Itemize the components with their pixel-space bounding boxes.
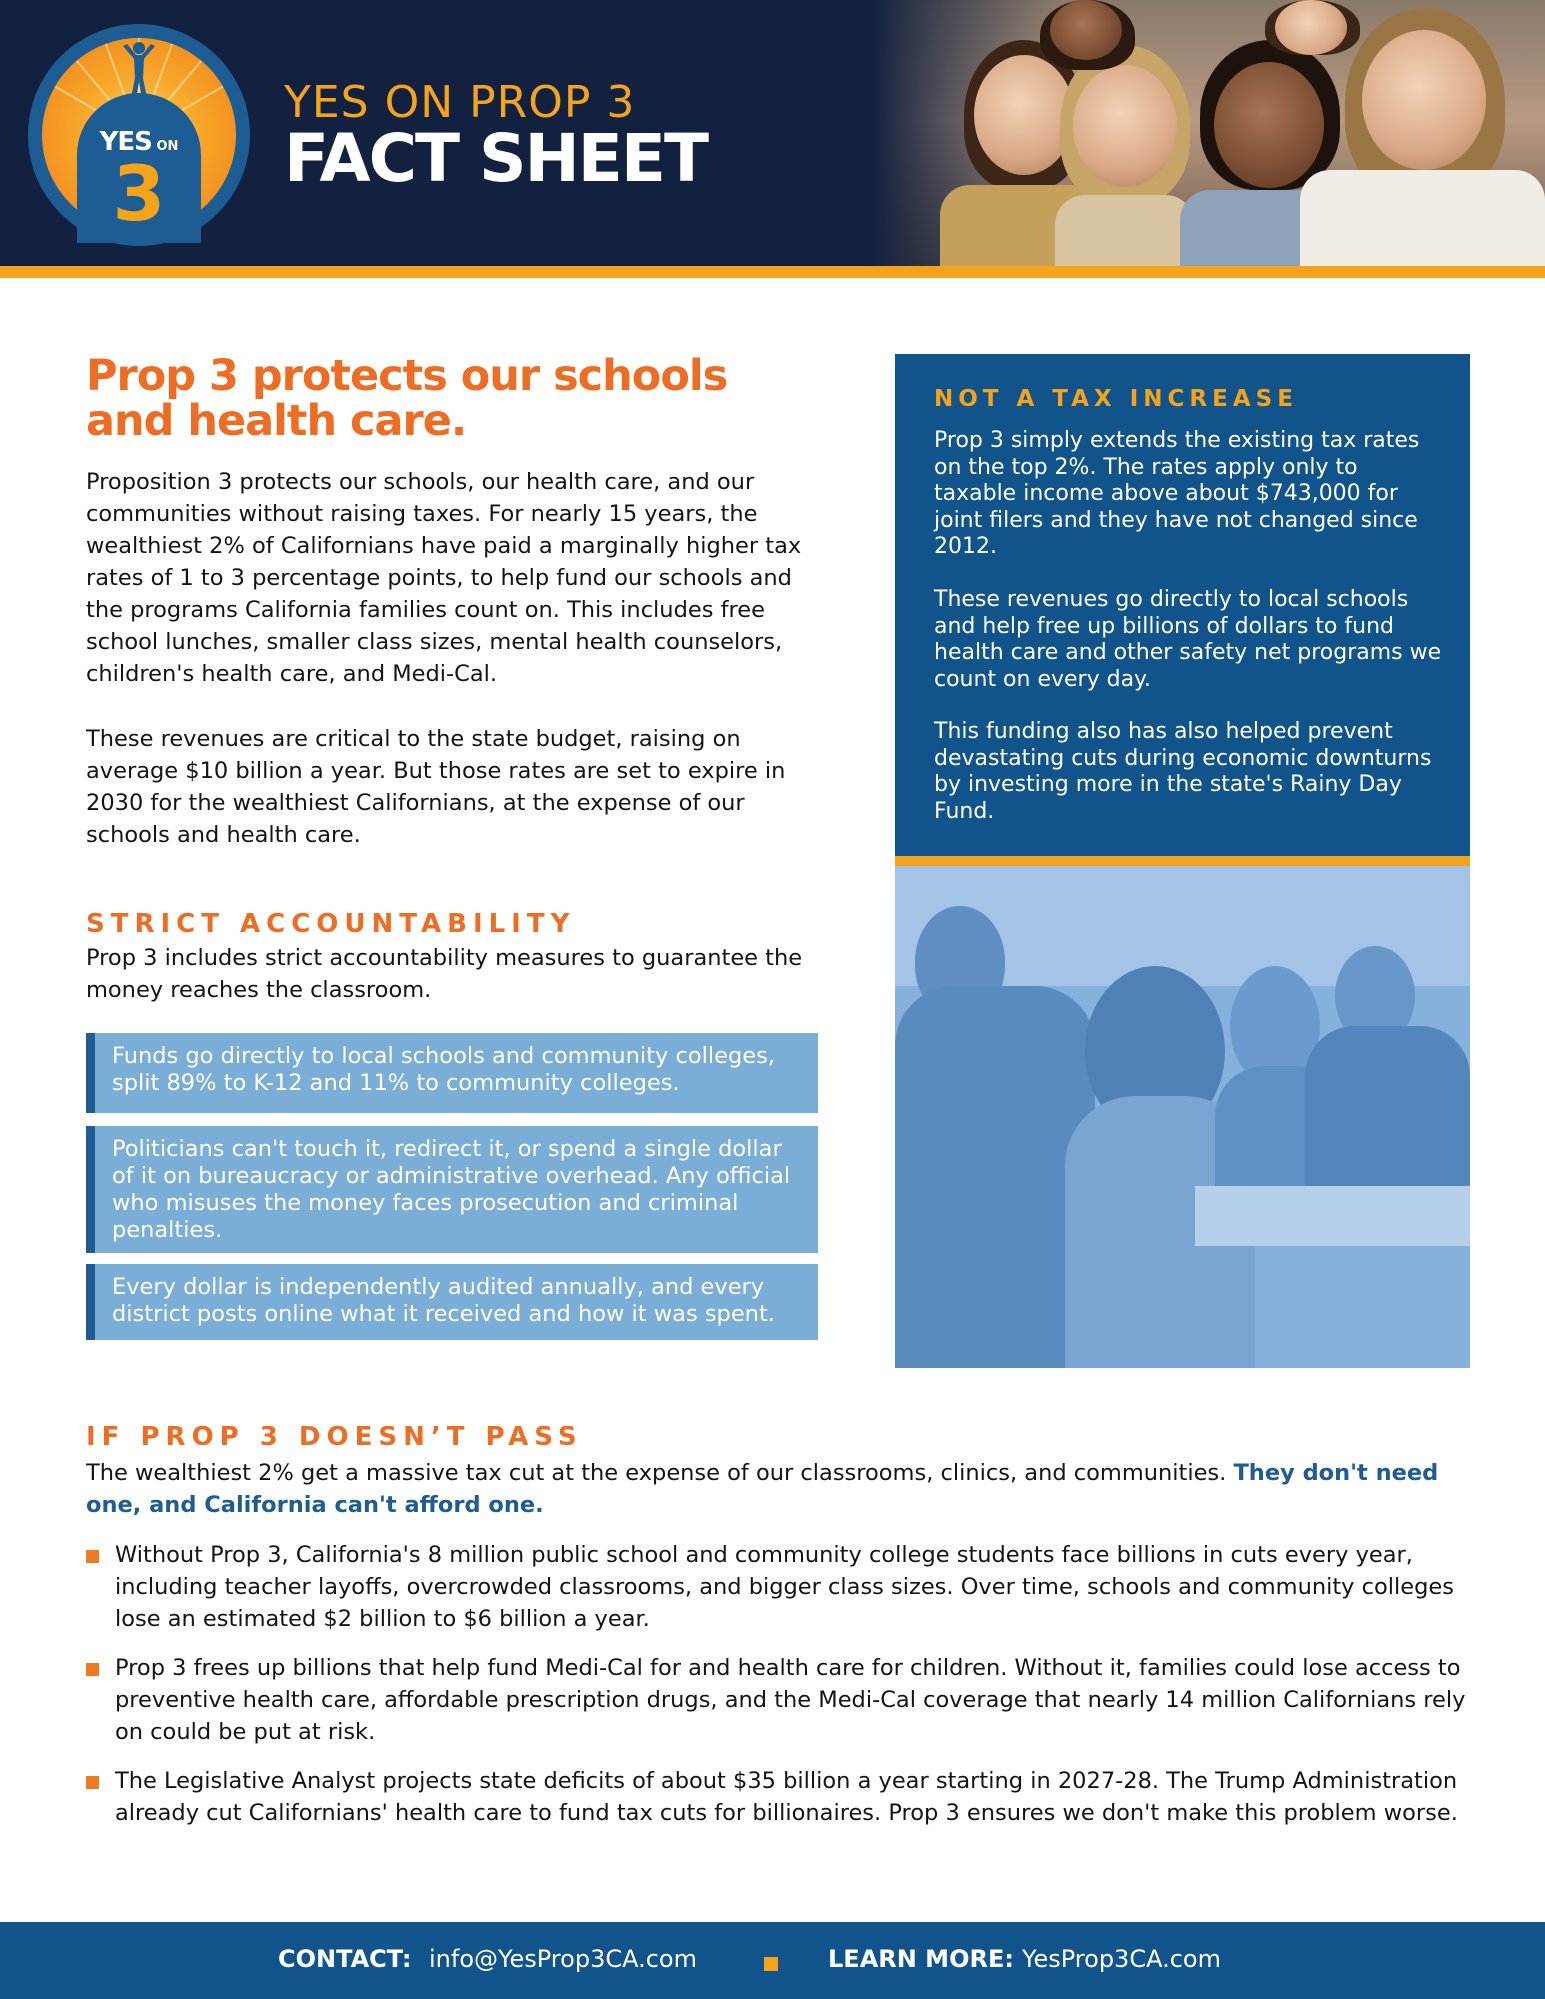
logo-text: YES ON <box>99 127 179 157</box>
panel-divider <box>895 856 1470 866</box>
separator-square-icon <box>764 1957 778 1971</box>
accountability-box <box>86 1264 818 1340</box>
header-divider <box>0 266 1545 278</box>
tax-heading: NOT A TAX INCREASE <box>934 386 1298 412</box>
accountability-text: Every dollar is independently audited annually, and every district posts online what it received and how it was spent. <box>112 1274 775 1327</box>
bullet-square-icon <box>86 1550 99 1563</box>
yes-on-3-logo <box>28 24 250 246</box>
fail-intro-highlight: They don't need one, and California can't afford one. <box>86 1460 1439 1518</box>
jumping-figure-icon <box>121 40 157 100</box>
fail-heading: IF PROP 3 DOESN’T PASS <box>86 1422 583 1452</box>
budget-paragraph: These revenues are critical to the state budget, raising on average $10 billion a year. But those rates are set to expire in 2030 for the wealthiest Californians, at the expense of our schools and health care. <box>86 726 786 848</box>
fail-intro <box>86 1457 1466 1521</box>
tax-paragraph: This funding also has also helped prevent devastating cuts during economic downturns by investing more in the state's Rainy Day Fund. <box>934 719 1432 824</box>
intro-paragraph: Proposition 3 protects our schools, our health care, and our communities without raising taxes. For nearly 15 years, the wealthiest 2% of Californians have paid a marginally higher tax rates of 1 to 3 percentage points, to help fund our schools and the programs California families count on. This includes free school lunches, smaller class sizes, mental health counselors, children's health care, and Medi-Cal. <box>86 469 802 687</box>
list-item <box>86 1652 1476 1748</box>
page-title: FACT SHEET <box>284 120 707 197</box>
accountability-box <box>86 1126 818 1253</box>
child-face <box>1214 62 1324 188</box>
list-item <box>86 1765 1476 1829</box>
nurse-students-photo <box>895 866 1470 1368</box>
tax-paragraph: Prop 3 simply extends the existing tax rates on the top 2%. The rates apply only to taxable income above about $743,000 for joint filers and they have not changed since 2012. <box>934 428 1420 559</box>
website-link[interactable]: YesProp3CA.com <box>1022 1945 1221 1973</box>
fail-intro-text: The wealthiest 2% get a massive tax cut at the expense of our classrooms, clinics, and communities. <box>86 1460 1227 1486</box>
accountability-box <box>86 1033 818 1113</box>
child-face <box>1362 30 1486 170</box>
child-face <box>1275 0 1347 55</box>
child-shirt <box>1300 170 1545 266</box>
accountability-heading: STRICT ACCOUNTABILITY <box>86 909 576 939</box>
tax-info-panel <box>895 354 1470 856</box>
child-face <box>1050 0 1122 60</box>
child-face <box>1073 65 1177 187</box>
accountability-text: Politicians can't touch it, redirect it, or spend a single dollar of it on bureaucracy or administrative overhead. Any official who misuses the money faces prosecution and criminal penalties. <box>112 1136 791 1243</box>
accountability-text: Funds go directly to local schools and community colleges, split 89% to K-12 and 11% to community colleges. <box>112 1043 775 1096</box>
header-subtitle: YES ON PROP 3 <box>284 77 636 128</box>
header-banner <box>0 0 1545 266</box>
child-face <box>974 55 1074 175</box>
child-shirt <box>1055 195 1195 266</box>
learn-more-label: LEARN MORE: <box>828 1945 1014 1973</box>
footer <box>0 1922 1545 1999</box>
contact-label: CONTACT: <box>278 1945 412 1973</box>
bullet-square-icon <box>86 1776 99 1789</box>
logo-number: 3 <box>112 149 166 238</box>
main-headline: Prop 3 protects our schools and health care. <box>86 351 728 446</box>
bullet-square-icon <box>86 1663 99 1676</box>
list-item <box>86 1539 1476 1635</box>
bullet-text: Prop 3 frees up billions that help fund Medi-Cal for and health care for children. Without it, families could lose access to preventive health care, affordable prescription drugs, and the Medi-Cal coverage that nearly 14 million Californians rely on could be put at risk. <box>115 1655 1466 1745</box>
bullet-text: The Legislative Analyst projects state deficits of about $35 billion a year starting in 2027-28. The Trump Administration already cut Californians' health care to fund tax cuts for billionaires. Prop 3 ensures we don't make this problem worse. <box>115 1768 1458 1826</box>
tax-paragraph: These revenues go directly to local schools and help free up billions of dollars to fund health care and other safety net programs we count on every day. <box>934 587 1442 692</box>
bullet-text: Without Prop 3, California's 8 million public school and community college students face billions in cuts every year, including teacher layoffs, overcrowded classrooms, and bigger class sizes. Over time, schools and community colleges lose an estimated $2 billion to $6 billion a year. <box>115 1542 1454 1632</box>
accountability-intro: Prop 3 includes strict accountability measures to guarantee the money reaches the classroom. <box>86 945 803 1003</box>
contact-email-link[interactable]: info@YesProp3CA.com <box>429 1945 697 1973</box>
children-photo <box>870 0 1545 266</box>
